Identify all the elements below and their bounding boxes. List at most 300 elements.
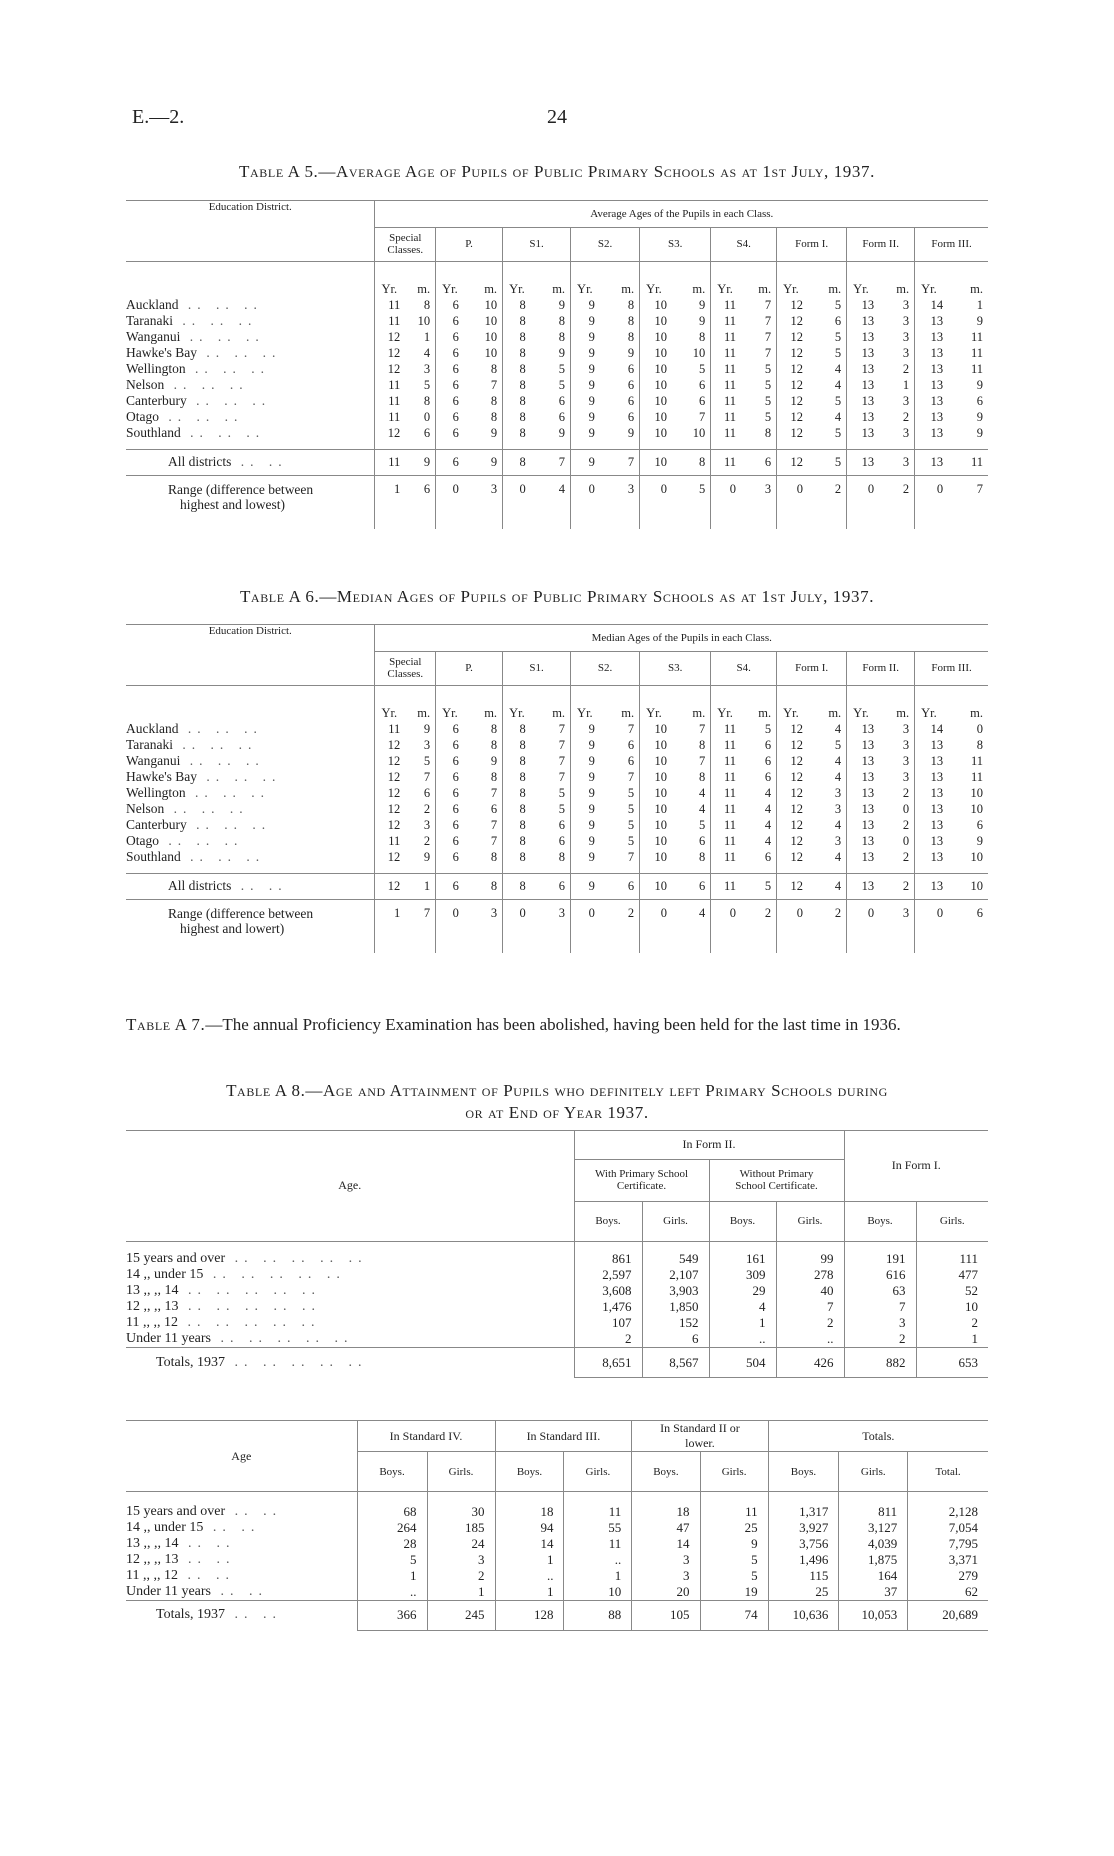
cell-value: 5: [808, 449, 847, 475]
class-header: S1.: [503, 227, 571, 261]
age-column-header: Age.: [338, 1178, 362, 1193]
cell-value: 12: [777, 817, 808, 833]
cell-value: 3: [531, 899, 571, 943]
cell-value: 504: [709, 1348, 776, 1378]
cell-value: 9: [571, 409, 600, 425]
cell-value: 9: [571, 393, 600, 409]
leader-dots: .. .. ..: [159, 409, 244, 424]
cell-value: 1: [902, 377, 910, 392]
girls-header: Girls.: [916, 1201, 988, 1241]
leader-dots: .. .. .. .. ..: [203, 1267, 346, 1282]
cell-value: 0: [847, 475, 879, 519]
cell-value: 13: [915, 849, 948, 865]
class-header: S4.: [711, 227, 777, 261]
age-column-header: Age: [126, 1421, 357, 1492]
cell-value: 13: [847, 313, 879, 329]
leader-dots: .. ..: [177, 1567, 235, 1583]
cell-value: 13: [847, 361, 879, 377]
cell-value: 9: [976, 377, 983, 392]
age-label: 14 ,, under 15: [126, 1267, 204, 1282]
cell-value: 4: [834, 849, 842, 864]
cell-value: 0: [915, 475, 948, 519]
leader-dots: .. ..: [225, 1503, 283, 1519]
age-label: 15 years and over: [126, 1251, 226, 1266]
cell-value: 12: [777, 849, 808, 865]
leader-dots: .. .. .. .. ..: [225, 1354, 368, 1370]
district-name: Canterbury: [126, 817, 187, 832]
cell-value: 8: [503, 753, 531, 769]
cell-value: 9: [571, 753, 600, 769]
age-row: [126, 1520, 988, 1536]
cell-value: 6: [405, 475, 435, 519]
cell-value: 6: [436, 313, 464, 329]
cell-value: 6: [436, 345, 464, 361]
cell-value: 8: [490, 769, 498, 784]
cell-value: 2,597: [574, 1267, 642, 1283]
cell-value: 1: [405, 873, 435, 899]
cell-value: 11: [700, 1504, 768, 1520]
cell-value: 6: [531, 873, 571, 899]
district-row: [126, 769, 988, 785]
district-name: Auckland: [126, 721, 179, 736]
cell-value: 12: [777, 801, 808, 817]
cell-value: 11: [711, 721, 741, 737]
cell-value: 13: [915, 449, 948, 475]
cell-value: 12: [777, 329, 808, 345]
cell-value: 13: [915, 833, 948, 849]
age-label: Under 11 years: [126, 1331, 212, 1346]
cell-value: 12: [777, 393, 808, 409]
cell-value: 11: [375, 833, 405, 849]
district-row: [126, 425, 988, 441]
cell-value: 3: [834, 785, 842, 800]
cell-value: 13: [915, 409, 948, 425]
cell-value: 6: [436, 785, 464, 801]
cell-value: 10: [916, 1299, 988, 1315]
cell-value: 0: [902, 833, 910, 848]
cell-value: 9: [423, 721, 431, 736]
cell-value: 40: [776, 1283, 844, 1299]
cell-value: 13: [915, 801, 948, 817]
cell-value: 9: [571, 801, 600, 817]
unit-yr: Yr.: [777, 705, 808, 721]
district-name: Wanganui: [126, 329, 181, 344]
class-header: Form III.: [915, 227, 988, 261]
unit-yr: Yr.: [711, 281, 741, 297]
cell-value: 8: [558, 313, 566, 328]
cell-value: 9: [571, 377, 600, 393]
cell-value: 6: [558, 393, 566, 408]
cell-value: 10: [640, 297, 672, 313]
age-label: 14 ,, under 15: [126, 1519, 204, 1535]
cell-value: 10: [640, 425, 672, 441]
class-header: S2.: [571, 227, 640, 261]
cell-value: 5: [357, 1552, 427, 1568]
with-certificate-header: With Primary School Certificate.: [574, 1159, 709, 1201]
cell-value: 6: [558, 409, 566, 424]
cell-value: 5: [423, 753, 431, 768]
cell-value: 2: [844, 1331, 916, 1348]
district-row: [126, 345, 988, 361]
leader-dots: .. ..: [231, 454, 288, 469]
class-header: P.: [436, 227, 503, 261]
unit-m: m.: [552, 705, 566, 720]
cell-value: 6: [436, 409, 464, 425]
cell-value: 12: [375, 753, 405, 769]
class-header: P.: [436, 651, 503, 685]
leader-dots: .. .. ..: [180, 329, 265, 344]
age-row: [126, 1536, 988, 1552]
cell-value: 8: [976, 737, 983, 752]
cell-value: 4: [834, 361, 842, 376]
cell-value: 14: [915, 297, 948, 313]
cell-value: 5: [764, 377, 772, 392]
unit-yr: Yr.: [915, 705, 948, 721]
cell-value: 2: [879, 475, 915, 519]
cell-value: 6: [436, 377, 464, 393]
cell-value: 8: [503, 833, 531, 849]
cell-value: 11: [970, 769, 983, 784]
cell-value: 2: [574, 1331, 642, 1348]
cell-value: 3: [879, 449, 915, 475]
unit-yr: Yr.: [640, 705, 672, 721]
girls-header: Girls.: [700, 1452, 768, 1492]
cell-value: 8: [698, 329, 706, 344]
cell-value: 3,903: [642, 1283, 709, 1299]
cell-value: 12: [777, 449, 808, 475]
cell-value: 7: [698, 721, 706, 736]
cell-value: 10: [640, 329, 672, 345]
cell-value: 7: [558, 769, 566, 784]
district-row: [126, 721, 988, 737]
cell-value: 4: [672, 899, 711, 943]
cell-value: 12: [375, 769, 405, 785]
cell-value: 20,689: [908, 1600, 988, 1630]
cell-value: 13: [847, 721, 879, 737]
cell-value: 10: [948, 873, 988, 899]
boys-header: Boys.: [632, 1452, 700, 1492]
class-header: S2.: [571, 651, 640, 685]
cell-value: 7: [423, 769, 431, 784]
district-name: Taranaki: [126, 737, 174, 752]
cell-value: 2: [600, 899, 640, 943]
cell-value: 4: [764, 785, 772, 800]
leader-dots: .. .. ..: [164, 377, 249, 392]
cell-value: 9: [571, 769, 600, 785]
cell-value: 13: [915, 753, 948, 769]
cell-value: 11: [564, 1536, 632, 1552]
girls-header: Girls.: [839, 1452, 908, 1492]
unit-yr: Yr.: [375, 281, 405, 297]
cell-value: 6: [558, 817, 566, 832]
cell-value: 9: [490, 753, 498, 768]
cell-value: 278: [776, 1267, 844, 1283]
cell-value: 10: [640, 449, 672, 475]
cell-value: 8: [558, 849, 566, 864]
cell-value: 8: [503, 329, 531, 345]
standard3-header: In Standard III.: [495, 1421, 632, 1452]
cell-value: 4: [834, 817, 842, 832]
total-header: Total.: [908, 1452, 988, 1492]
district-row: [126, 849, 988, 865]
cell-value: 6: [948, 899, 988, 943]
cell-value: 7: [558, 721, 566, 736]
cell-value: 7: [764, 313, 772, 328]
leader-dots: .. ..: [203, 1519, 261, 1535]
leader-dots: .. ..: [211, 1583, 269, 1599]
cell-value: 4: [764, 817, 772, 832]
cell-value: 107: [574, 1315, 642, 1331]
cell-value: 10: [970, 801, 983, 816]
cell-value: 8: [503, 425, 531, 441]
cell-value: ..: [495, 1568, 564, 1584]
cell-value: 11: [711, 873, 741, 899]
cell-value: 3: [427, 1552, 495, 1568]
cell-value: 3,608: [574, 1283, 642, 1299]
table-a8-upper: [126, 1130, 988, 1378]
boys-header: Boys.: [768, 1452, 839, 1492]
cell-value: 10: [484, 313, 498, 328]
cell-value: 2: [916, 1315, 988, 1331]
cell-value: 13: [915, 313, 948, 329]
standard2-header: In Standard II or lower.: [632, 1421, 768, 1452]
cell-value: 13: [847, 409, 879, 425]
cell-value: ..: [564, 1552, 632, 1568]
unit-yr: Yr.: [571, 281, 600, 297]
cell-value: 13: [847, 329, 879, 345]
cell-value: 11: [564, 1504, 632, 1520]
cell-value: 9: [698, 297, 706, 312]
cell-value: 7: [558, 737, 566, 752]
cell-value: 5: [764, 721, 772, 736]
cell-value: 8: [490, 393, 498, 408]
cell-value: 11: [711, 297, 741, 313]
cell-value: 9: [976, 313, 983, 328]
unit-m: m.: [896, 281, 910, 296]
leader-dots: .. .. ..: [173, 313, 258, 328]
cell-value: 6: [627, 361, 635, 376]
district-row: [126, 409, 988, 425]
cell-value: 3: [632, 1568, 700, 1584]
cell-value: 12: [777, 737, 808, 753]
cell-value: 13: [847, 753, 879, 769]
cell-value: 5: [627, 801, 635, 816]
cell-value: 5: [834, 393, 842, 408]
standard4-header: In Standard IV.: [357, 1421, 495, 1452]
cell-value: 11: [711, 313, 741, 329]
cell-value: 1,875: [839, 1552, 908, 1568]
cell-value: 68: [357, 1504, 427, 1520]
cell-value: 12: [777, 377, 808, 393]
cell-value: 99: [776, 1251, 844, 1267]
cell-value: 2: [423, 833, 431, 848]
class-header: Form II.: [847, 227, 915, 261]
cell-value: 8: [503, 393, 531, 409]
cell-value: 14: [495, 1536, 564, 1552]
cell-value: 12: [375, 849, 405, 865]
cell-value: 2: [902, 785, 910, 800]
cell-value: 6: [436, 737, 464, 753]
table-a8-title-line2: or at End of Year 1937.: [465, 1103, 649, 1122]
cell-value: 6: [558, 833, 566, 848]
cell-value: 10: [970, 785, 983, 800]
cell-value: 8: [503, 785, 531, 801]
cell-value: 7: [627, 721, 635, 736]
cell-value: 12: [777, 833, 808, 849]
cell-value: 55: [564, 1520, 632, 1536]
cell-value: 9: [571, 737, 600, 753]
cell-value: 8: [490, 849, 498, 864]
cell-value: 653: [916, 1348, 988, 1378]
cell-value: 2: [902, 849, 910, 864]
cell-value: 9: [571, 313, 600, 329]
age-row: [126, 1568, 988, 1584]
totals-header: Totals.: [768, 1421, 988, 1452]
unit-yr: Yr.: [503, 705, 531, 721]
cell-value: 8: [464, 873, 503, 899]
cell-value: 4,039: [839, 1536, 908, 1552]
cell-value: 5: [698, 817, 706, 832]
age-label: Under 11 years: [126, 1583, 212, 1599]
cell-value: 8: [627, 329, 635, 344]
report-series: E.—2.: [132, 106, 185, 128]
cell-value: 6: [764, 737, 772, 752]
district-name: Hawke's Bay: [126, 769, 198, 784]
age-row: [126, 1584, 988, 1601]
cell-value: 6: [436, 753, 464, 769]
cell-value: 0: [915, 899, 948, 943]
cell-value: 10: [564, 1584, 632, 1601]
district-name: Otago: [126, 833, 159, 848]
boys-header: Boys.: [709, 1201, 776, 1241]
cell-value: 10,053: [839, 1600, 908, 1630]
cell-value: 4: [808, 873, 847, 899]
cell-value: 3: [844, 1315, 916, 1331]
unit-yr: Yr.: [777, 281, 808, 297]
cell-value: 111: [916, 1251, 988, 1267]
cell-value: 13: [847, 817, 879, 833]
cell-value: 0: [711, 475, 741, 519]
cell-value: 9: [571, 361, 600, 377]
leader-dots: .. .. .. .. ..: [178, 1283, 321, 1298]
unit-m: m.: [552, 281, 566, 296]
district-name: Southland: [126, 849, 181, 864]
cell-value: 11: [711, 753, 741, 769]
cell-value: 5: [627, 817, 635, 832]
cell-value: 7: [764, 345, 772, 360]
cell-value: 2: [879, 873, 915, 899]
age-row: [126, 1267, 988, 1283]
cell-value: 5: [764, 409, 772, 424]
cell-value: 1,317: [768, 1504, 839, 1520]
class-header: S3.: [640, 227, 711, 261]
totals-row: [126, 1348, 988, 1378]
cell-value: 3: [902, 313, 910, 328]
age-label: 11 ,, ,, 12: [126, 1567, 178, 1583]
class-header: Form I.: [777, 227, 847, 261]
cell-value: 811: [839, 1504, 908, 1520]
cell-value: 8: [503, 449, 531, 475]
unit-m: m.: [758, 705, 772, 720]
cell-value: 10: [692, 345, 706, 360]
cell-value: 11: [711, 817, 741, 833]
cell-value: 10: [640, 753, 672, 769]
cell-value: 7: [531, 449, 571, 475]
cell-value: 8: [503, 345, 531, 361]
cell-value: 3: [423, 817, 431, 832]
class-header: Form II.: [847, 651, 915, 685]
cell-value: 7: [490, 377, 498, 392]
cell-value: 11: [711, 425, 741, 441]
cell-value: 25: [700, 1520, 768, 1536]
cell-value: 7: [490, 817, 498, 832]
cell-value: 5: [627, 785, 635, 800]
cell-value: 8: [627, 313, 635, 328]
cell-value: 5: [558, 377, 566, 392]
cell-value: 11: [948, 449, 988, 475]
unit-m: m.: [896, 705, 910, 720]
cell-value: 9: [571, 721, 600, 737]
cell-value: 52: [916, 1283, 988, 1299]
district-row: [126, 801, 988, 817]
cell-value: 882: [844, 1348, 916, 1378]
cell-value: 1: [375, 899, 405, 943]
leader-dots: .. .. ..: [186, 817, 272, 832]
range-label-line1: Range (difference between: [168, 905, 314, 921]
age-row: [126, 1552, 988, 1568]
cell-value: 0: [423, 409, 431, 424]
cell-value: 6: [627, 377, 635, 392]
cell-value: 8: [503, 313, 531, 329]
unit-m: m.: [692, 281, 706, 296]
cell-value: 11: [711, 393, 741, 409]
cell-value: 9: [571, 833, 600, 849]
cell-value: 3: [834, 801, 842, 816]
age-row: [126, 1315, 988, 1331]
cell-value: 13: [847, 849, 879, 865]
cell-value: 5: [741, 873, 777, 899]
cell-value: 161: [709, 1251, 776, 1267]
cell-value: 6: [698, 377, 706, 392]
cell-value: 13: [915, 785, 948, 801]
leader-dots: .. .. ..: [197, 345, 282, 360]
cell-value: 13: [847, 377, 879, 393]
district-row: [126, 737, 988, 753]
cell-value: 10: [640, 833, 672, 849]
cell-value: 2: [776, 1315, 844, 1331]
cell-value: 10: [640, 873, 672, 899]
cell-value: 6: [436, 297, 464, 313]
cell-value: 8: [627, 297, 635, 312]
age-row: [126, 1331, 988, 1348]
cell-value: 5: [834, 297, 842, 312]
leader-dots: .. .. ..: [186, 393, 272, 408]
leader-dots: .. .. ..: [173, 737, 258, 752]
cell-value: 6: [698, 393, 706, 408]
cell-value: 8: [672, 449, 711, 475]
age-label: 11 ,, ,, 12: [126, 1315, 178, 1330]
cell-value: 4: [423, 345, 431, 360]
girls-header: Girls.: [427, 1452, 495, 1492]
cell-value: 2: [427, 1568, 495, 1584]
age-row: [126, 1504, 988, 1520]
cell-value: 12: [375, 817, 405, 833]
cell-value: 7: [698, 753, 706, 768]
cell-value: 13: [847, 425, 879, 441]
cell-value: 8,567: [642, 1348, 709, 1378]
unit-m: m.: [484, 705, 498, 720]
cell-value: 5: [700, 1552, 768, 1568]
